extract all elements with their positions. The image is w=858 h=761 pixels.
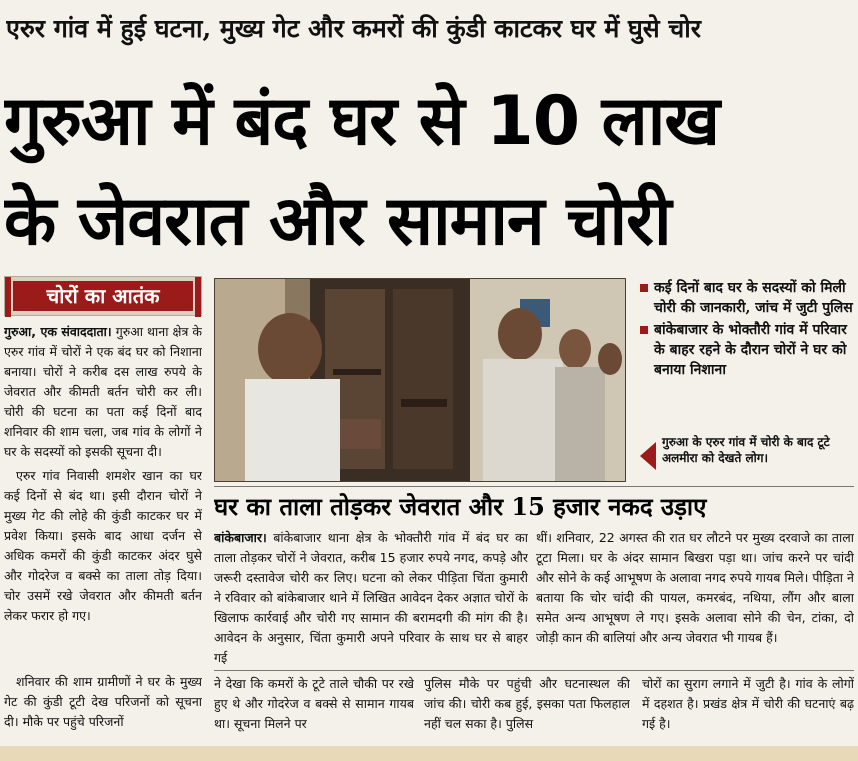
- divider-rule: [214, 670, 854, 671]
- photo-caption: गुरुआ के एरुर गांव में चोरी के बाद टूटे अलमीरा को देखते लोग।: [662, 435, 830, 465]
- story2-paragraph-1: [214, 528, 528, 668]
- bottom-strip: [0, 746, 858, 761]
- strip-column-1: [214, 674, 414, 744]
- news-photo: [214, 278, 626, 482]
- section-tag: [4, 276, 202, 316]
- strip-text-3: चोरों का सुराग लगाने में जुटी है। गांव के लोगों में दहशत है। प्रखंड क्षेत्र में चोरी की घटनाएं बढ़ गई है।: [642, 676, 854, 731]
- left-paragraph-1-text: गुरुआ थाना क्षेत्र के एरुर गांव में चोरों ने एक बंद घर को निशाना बनाया। चोरों ने करीब दस लाख रुपये के जेवरात और कीमती बर्तन चोरी कर ली। चोरी की घटना का पता कई दिनों बाद शनिवार की शाम चला, जब गांव के लोगों ने घर के सदस्यों को इसकी सूचना दी।: [4, 324, 202, 459]
- section-tag-right-bar: [195, 277, 201, 317]
- left-paragraph-3: शनिवार की शाम ग्रामीणों ने घर के मुख्य गेट की कुंडी टूटी देख परिजनों को सूचना दी। मौके पर पहुंचे परिजनों: [4, 674, 202, 729]
- bullet-item: बांकेबाजार के भोक्तौरी गांव में परिवार के बाहर रहने के दौरान चोरों ने घर को बनाया निशाना: [640, 320, 854, 380]
- story2-dateline: बांकेबाजार।: [214, 530, 267, 545]
- strip-text-2: पुलिस मौके पर पहुंची और घटनास्थल की जांच की। चोरी कब हुई, इसका पता फिलहाल नहीं चल सका है। पुलिस: [424, 676, 630, 731]
- strip-text-1: ने देखा कि कमरों के टूटे ताले चौकी पर रखे हुए थे और गोदरेज व बक्से से सामान गायब था। सूचना मिलने पर: [214, 676, 414, 731]
- strip-column-2: [424, 674, 630, 744]
- kicker-line: एरुर गांव में हुई घटना, मुख्य गेट और कमरों की कुंडी काटकर घर में घुसे चोर: [6, 14, 701, 43]
- news-photo-image: [215, 279, 626, 482]
- left-column-story: [4, 322, 202, 670]
- left-paragraph-1: [4, 322, 202, 462]
- bullet-item: कई दिनों बाद घर के सदस्यों को मिली चोरी की जानकारी, जांच में जुटी पुलिस: [640, 278, 854, 318]
- left-column-continued: [4, 672, 202, 744]
- section-tag-left-bar: [5, 277, 11, 317]
- story2-column-2: [536, 528, 854, 668]
- story2-headline: घर का ताला तोड़कर जेवरात और 15 हजार नकद उड़ाए: [214, 492, 707, 521]
- highlight-bullets: [640, 278, 854, 420]
- headline-line-2: के जेवरात और सामान चोरी: [4, 182, 671, 261]
- headline-line-1: गुरुआ में बंद घर से 10 लाख: [4, 82, 720, 161]
- story2-col2-text: थीं। शनिवार, 22 अगस्त की रात घर लौटने पर मुख्य दरवाजे का ताला टूटा मिला। घर के अंदर सामान बिखरा पड़ा था। जांच करने पर चांदी और सोने के कई आभूषण के अलावा नगद रुपये गायब मिले। पीड़िता ने बताया कि चोर चांदी की पायल, कमरबंद, नथिया, लौंग और बाला समेत अन्य आभूषण ले गए। इसके अलावा सोने की चेन, टांका, दो जोड़ी कान की बालियां और अन्य जेवरात भी गायब हैं।: [536, 530, 854, 645]
- strip-column-3: [642, 674, 854, 744]
- story2-column-1: [214, 528, 528, 668]
- left-paragraph-2: एरुर गांव निवासी शमशेर खान का घर कई दिनों से बंद था। इसी दौरान चोरों ने मुख्य गेट की लोहे की कुंडी काटकर घर में प्रवेश किया। इसके बाद आधा दर्जन से अधिक कमरों की कुंडी काटकर अंदर घुसे और गोदरेज व बक्से का ताला तोड़ दिया। चोर उसमें रखे जेवरात और कीमती बर्तन लेकर फरार हो गए।: [4, 468, 202, 623]
- divider-rule: [214, 486, 854, 487]
- story2-col1-text: बांकेबाजार थाना क्षेत्र के भोक्तौरी गांव में बंद घर का ताला तोड़कर चोरों ने जेवरात, करीब 15 हजार रुपये नगद, कपड़े और जरूरी दस्तावेज चोरी कर लिए। घटना को लेकर पीड़िता चिंता कुमारी ने रविवार को बांकेबाजार थाने में लिखित आवेदन देकर अज्ञात चोरों के खिलाफ कार्रवाई और चोरी गए सामान की बरामदगी की मांग की है। आवेदन के अनुसार, चिंता कुमारी अपने परिवार के साथ घर से बाहर गई: [214, 530, 528, 665]
- left-dateline: गुरुआ, एक संवाददाता।: [4, 324, 112, 339]
- section-tag-label: चोरों का आतंक: [13, 281, 193, 311]
